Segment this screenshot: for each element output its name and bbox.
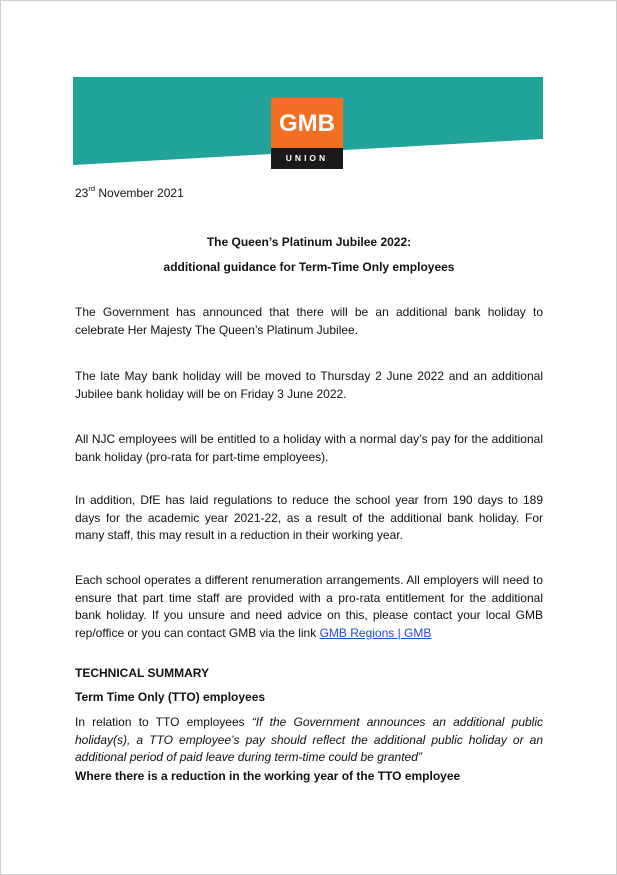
paragraph-tto-quote: [75, 714, 543, 767]
tto-employees-subheading: Term Time Only (TTO) employees: [75, 690, 266, 704]
paragraph-renumeration-text: Each school operates a different renumeration arrangements. All employers will need to ensure that part time staff are provided with a pro-rata entitlement for the additional bank holiday. If you unsure and need advice on this, please contact your local GMB rep/office or you can contact GMB via the link: [75, 573, 543, 640]
tto-quote-intro: In relation to TTO employees: [75, 715, 252, 729]
date-rest: November 2021: [95, 186, 184, 200]
gmb-union-logo: [271, 98, 343, 169]
paragraph-dates: The late May bank holiday will be moved to Thursday 2 June 2022 and an additional Jubilee bank holiday will be on Friday 3 June 2022.: [75, 369, 543, 401]
date-day: 23: [75, 186, 89, 200]
paragraph-entitlement: All NJC employees will be entitled to a holiday with a normal day’s pay for the additional bank holiday (pro-rata for part-time employees).: [75, 432, 543, 464]
tto-quote-text: “If the Government announces an additional public holiday(s), a TTO employee’s pay should reflect the additional public holiday or an additional period of paid leave during term-time could be granted”: [75, 715, 543, 764]
date-suffix: rd: [88, 184, 96, 193]
reduction-heading: Where there is a reduction in the working year of the TTO employee: [75, 769, 461, 783]
logo-gmb-text: GMB: [271, 98, 343, 148]
technical-summary-heading: TECHNICAL SUMMARY: [75, 666, 209, 680]
paragraph-renumeration: [75, 572, 543, 642]
document-title-line1: The Queen’s Platinum Jubilee 2022:: [206, 235, 412, 249]
logo-union-text: UNION: [271, 148, 343, 169]
paragraph-announcement: The Government has announced that there will be an additional bank holiday to celebrate Her Majesty The Queen’s Platinum Jubilee.: [75, 305, 543, 337]
paragraph-dfe-regulations: In addition, DfE has laid regulations to reduce the school year from 190 days to 189 days for the academic year 2021-22, as a result of the additional bank holiday. For many staff, this may result in a reduction in their working year.: [75, 493, 543, 542]
document-date: [75, 185, 543, 203]
document-title-line2: additional guidance for Term-Time Only employees: [163, 260, 455, 274]
gmb-regions-link[interactable]: GMB Regions | GMB: [319, 625, 432, 640]
